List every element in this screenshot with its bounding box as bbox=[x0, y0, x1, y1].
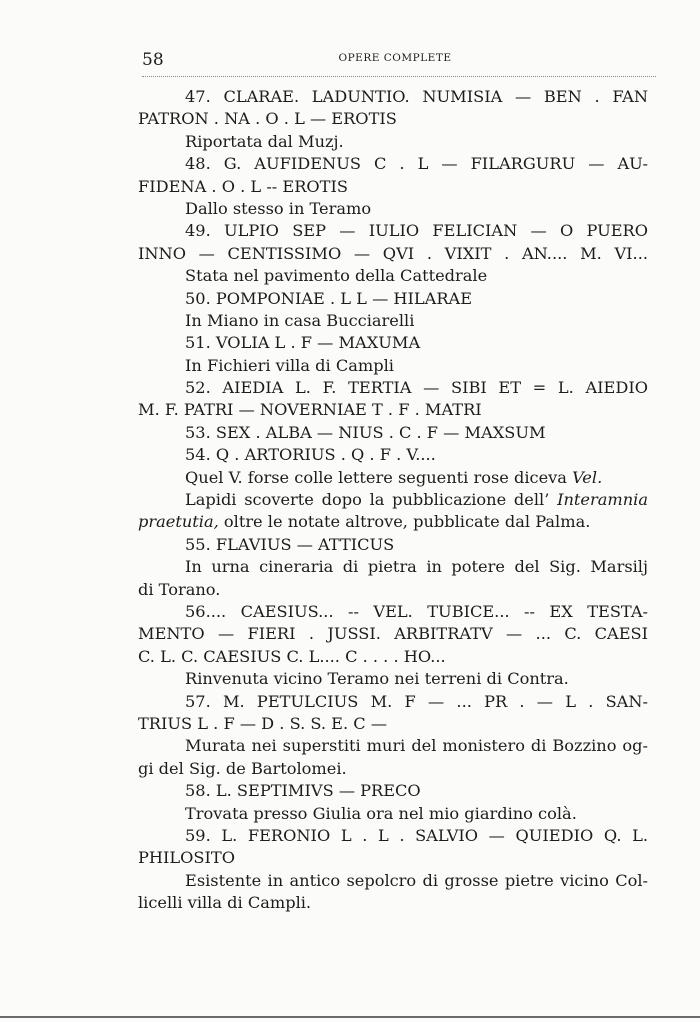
text-segment: Esistente in antico sepolcro di grosse pietre vicino Col- bbox=[185, 870, 648, 890]
text-segment: 58. L. SEPTIMIVS — PRECO bbox=[185, 781, 421, 801]
text-line bbox=[138, 668, 648, 690]
text-line bbox=[138, 892, 648, 914]
text-segment: oltre le notate altrove, pubblicate dal Palma. bbox=[218, 512, 591, 532]
text-segment: Murata nei superstiti muri del monistero di Bozzino og- bbox=[185, 736, 648, 756]
text-line bbox=[138, 198, 648, 220]
header-rule bbox=[142, 76, 656, 77]
text-segment: 56.... CAESIUS... -- VEL. TUBICE... -- EX TESTA- bbox=[185, 601, 648, 621]
text-line bbox=[138, 422, 648, 444]
page-body bbox=[138, 86, 648, 914]
text-line bbox=[138, 153, 648, 175]
text-line bbox=[138, 646, 648, 668]
text-segment: Riportata dal Muzj. bbox=[185, 131, 344, 151]
text-segment: Lapidi scoverte dopo la pubblicazione dell’ bbox=[185, 490, 558, 510]
text-line bbox=[138, 332, 648, 354]
text-segment: 50. POMPONIAE . L L — HILARAE bbox=[185, 288, 473, 308]
text-segment: Trovata presso Giulia ora nel mio giardino colà. bbox=[185, 803, 577, 823]
text-segment: 51. VOLIA L . F — MAXUMA bbox=[185, 333, 421, 353]
text-line bbox=[138, 399, 648, 421]
text-line bbox=[138, 243, 648, 265]
text-segment: 52. AIEDIA L. F. TERTIA — SIBI ET = L. AIEDIO bbox=[185, 378, 648, 398]
text-line bbox=[138, 579, 648, 601]
text-segment: 53. SEX . ALBA — NIUS . C . F — MAXSUM bbox=[185, 422, 546, 442]
text-line bbox=[138, 825, 648, 847]
text-segment: Stata nel pavimento della Cattedrale bbox=[185, 266, 488, 286]
text-segment: In urna cineraria di pietra in potere del Sig. Marsilj bbox=[185, 557, 648, 577]
running-title: OPERE COMPLETE bbox=[338, 52, 452, 64]
text-segment: PHILOSITO bbox=[138, 848, 235, 868]
text-line bbox=[138, 444, 648, 466]
text-segment: 47. CLARAE. LADUNTIO. NUMISIA — BEN . FAN bbox=[185, 87, 648, 106]
text-segment: 48. G. AUFIDENUS C . L — FILARGURU — AU- bbox=[185, 154, 648, 174]
text-segment: FIDENA . O . L -- EROTIS bbox=[138, 176, 348, 196]
text-segment: licelli villa di Campli. bbox=[138, 893, 312, 913]
text-line bbox=[138, 601, 648, 623]
text-segment: 49. ULPIO SEP — IULIO FELICIAN — O PUERO bbox=[185, 221, 648, 241]
text-line bbox=[138, 623, 648, 645]
text-segment: Rinvenuta vicino Teramo nei terreni di Contra. bbox=[185, 669, 569, 689]
text-line bbox=[138, 489, 648, 511]
text-segment: 54. Q . ARTORIUS . Q . F . V.... bbox=[185, 445, 436, 465]
text-line bbox=[138, 556, 648, 578]
text-segment: 59. L. FERONIO L . L . SALVIO — QUIEDIO Q. L. bbox=[185, 825, 648, 845]
text-segment: 55. FLAVIUS — ATTICUS bbox=[185, 534, 395, 554]
text-segment: C. L. C. CAESIUS C. L.... C . . . . HO... bbox=[138, 646, 446, 666]
text-segment: di Torano. bbox=[138, 579, 221, 599]
text-line bbox=[138, 131, 648, 153]
text-segment: In Miano in casa Bucciarelli bbox=[185, 310, 415, 330]
text-line bbox=[138, 713, 648, 735]
text-line bbox=[138, 220, 648, 242]
page-edge bbox=[0, 1016, 700, 1018]
italic-text: Interamnia bbox=[557, 490, 648, 510]
text-line bbox=[138, 467, 648, 489]
text-segment: TRIUS L . F — D . S. S. E. C — bbox=[138, 713, 388, 733]
text-line bbox=[138, 265, 648, 287]
italic-text: Vel. bbox=[572, 467, 603, 487]
italic-text: praetutia, bbox=[138, 512, 219, 532]
text-segment: In Fichieri villa di Campli bbox=[185, 355, 394, 375]
text-line bbox=[138, 176, 648, 198]
text-line bbox=[138, 355, 648, 377]
text-segment: Dallo stesso in Teramo bbox=[185, 198, 372, 218]
text-line bbox=[138, 310, 648, 332]
text-line bbox=[138, 288, 648, 310]
text-line bbox=[138, 803, 648, 825]
text-line bbox=[138, 735, 648, 757]
text-line bbox=[138, 691, 648, 713]
text-segment: M. F. PATRI — NOVERNIAE T . F . MATRI bbox=[138, 400, 482, 420]
text-line bbox=[138, 758, 648, 780]
text-line bbox=[138, 780, 648, 802]
text-line bbox=[138, 534, 648, 556]
page-number: 58 bbox=[142, 50, 164, 70]
text-segment: 57. M. PETULCIUS M. F — ... PR . — L . SAN- bbox=[185, 691, 648, 711]
text-segment: PATRON . NA . O . L — EROTIS bbox=[138, 109, 397, 129]
text-line bbox=[138, 847, 648, 869]
text-segment: gi del Sig. de Bartolomei. bbox=[138, 758, 347, 778]
text-segment: MENTO — FIERI . JUSSI. ARBITRATV — ... C. CAESI bbox=[138, 624, 648, 644]
text-line bbox=[138, 86, 648, 108]
text-line bbox=[138, 377, 648, 399]
text-line bbox=[138, 108, 648, 130]
text-line bbox=[138, 870, 648, 892]
text-line bbox=[138, 511, 648, 533]
text-segment: INNO — CENTISSIMO — QVI . VIXIT . AN.... M. VI... bbox=[138, 243, 648, 263]
text-segment: Quel V. forse colle lettere seguenti rose diceva bbox=[185, 467, 573, 487]
